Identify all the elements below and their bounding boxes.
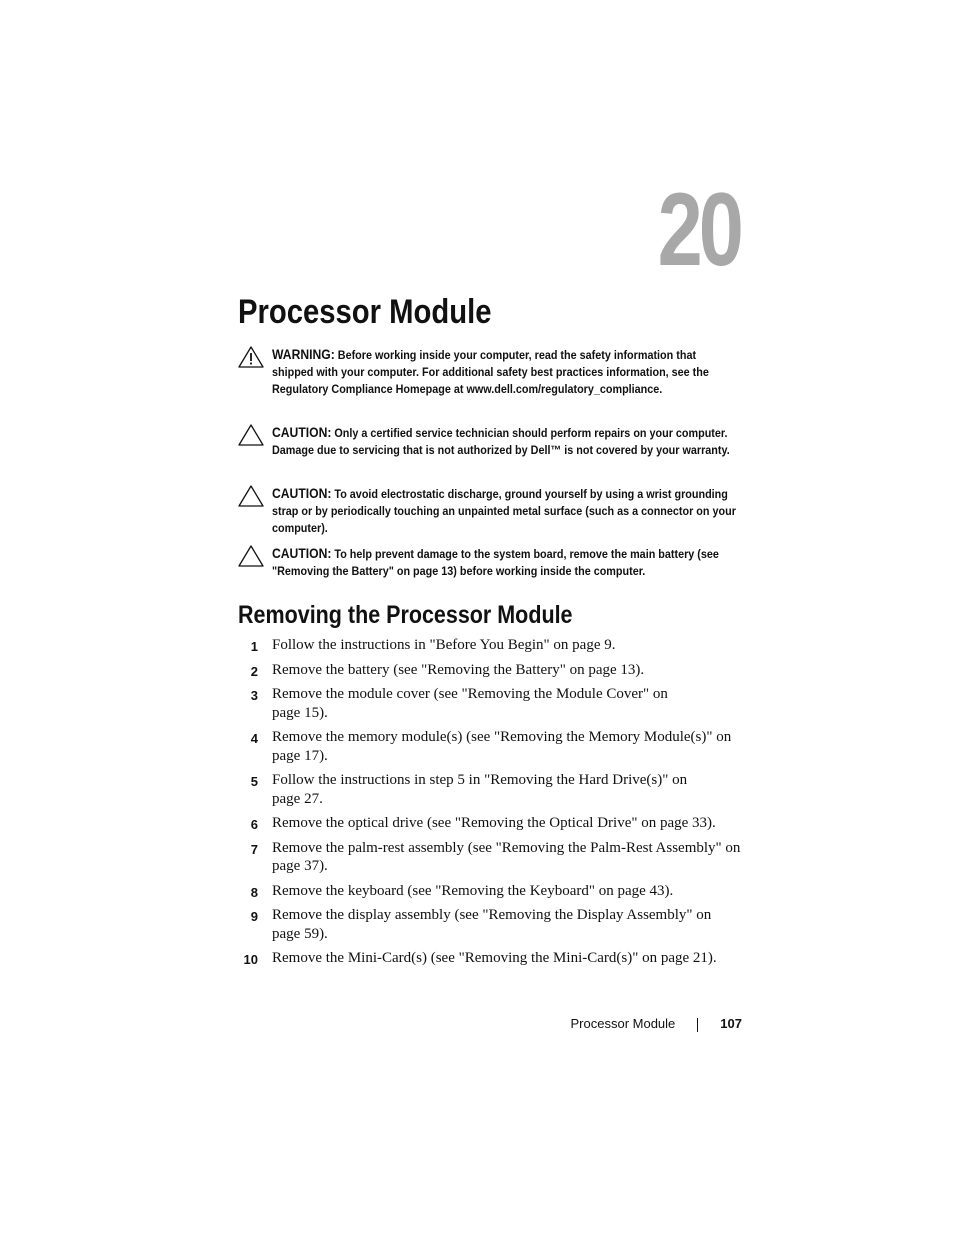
step-number: 1: [250, 639, 258, 654]
step-text: Remove the keyboard (see "Removing the Keyboard" on page 43).: [272, 882, 674, 899]
step-number: 9: [250, 909, 258, 924]
step-item: [238, 636, 758, 655]
page-number: 107: [720, 1016, 742, 1031]
caution-notice: [238, 545, 743, 580]
step-text: Remove the display assembly (see "Removing the Display Assembly" on page 59).: [272, 907, 712, 942]
notice-text: [272, 346, 740, 398]
step-item: [238, 814, 758, 833]
step-item: [238, 771, 758, 808]
page-title: Processor Module: [238, 293, 492, 331]
step-list: [238, 636, 758, 974]
step-number: 10: [243, 952, 258, 967]
step-item: [238, 882, 758, 901]
step-item: [238, 728, 758, 765]
footer-divider: [697, 1018, 698, 1032]
caution-triangle-icon: [238, 545, 264, 567]
step-item: [238, 685, 758, 722]
step-item: [238, 661, 758, 680]
step-text: Remove the optical drive (see "Removing the Optical Drive" on page 33).: [272, 815, 716, 831]
caution-notice: [238, 485, 743, 537]
notice-label: CAUTION:: [272, 486, 332, 501]
step-number: 3: [250, 688, 258, 703]
step-text: Remove the battery (see "Removing the Battery" on page 13).: [272, 661, 645, 678]
step-number: 8: [250, 884, 258, 900]
section-heading: Removing the Processor Module: [238, 601, 573, 629]
caution-notice: [238, 424, 743, 459]
step-text: Remove the Mini-Card(s) (see "Removing the Mini-Card(s)" on page 21).: [272, 950, 717, 966]
caution-triangle-icon: [238, 424, 264, 446]
step-text: Remove the module cover (see "Removing the Module Cover" on page 15).: [272, 686, 668, 721]
notice-body: To avoid electrostatic discharge, ground yourself by using a wrist grounding strap or by periodically touching an unpainted metal surface (such as a connector on your computer).: [272, 487, 736, 535]
step-text: Remove the memory module(s) (see "Removing the Memory Module(s)" on page 17).: [272, 729, 732, 764]
notice-label: WARNING:: [272, 347, 335, 362]
notice-text: [272, 485, 740, 537]
step-number: 2: [250, 663, 258, 679]
step-text: Follow the instructions in "Before You Begin" on page 9.: [272, 637, 616, 653]
step-text: Remove the palm-rest assembly (see "Removing the Palm-Rest Assembly" on page 37).: [272, 839, 741, 874]
step-number: 4: [250, 731, 258, 746]
caution-triangle-icon: [238, 485, 264, 507]
notice-label: CAUTION:: [272, 425, 332, 440]
notice-body: To help prevent damage to the system board, remove the main battery (see "Removing the Battery" on page 13) before working inside the computer.: [272, 547, 719, 578]
step-number: 5: [250, 774, 258, 789]
chapter-number: 20: [657, 172, 740, 288]
notice-label: CAUTION:: [272, 546, 332, 561]
notice-text: [272, 424, 740, 459]
notice-body: Before working inside your computer, read the safety information that shipped with your computer. For additional safety best practices information, see the Regulatory Compliance Homepage at www.dell.com/regulatory_compliance.: [272, 348, 709, 396]
notice-body: Only a certified service technician should perform repairs on your computer. Damage due to servicing that is not authorized by Dell™ is not covered by your warranty.: [272, 426, 730, 457]
step-item: [238, 949, 758, 968]
step-item: [238, 839, 758, 876]
page-footer: [540, 1014, 742, 1034]
step-number: 6: [250, 817, 258, 832]
step-text: Follow the instructions in step 5 in "Removing the Hard Drive(s)" on page 27.: [272, 772, 688, 807]
step-number: 7: [250, 841, 258, 857]
footer-section-name: Processor Module: [570, 1016, 676, 1031]
step-item: [238, 906, 758, 943]
notice-text: [272, 545, 740, 580]
warning-triangle-icon: [238, 346, 264, 368]
warning-notice: [238, 346, 743, 398]
